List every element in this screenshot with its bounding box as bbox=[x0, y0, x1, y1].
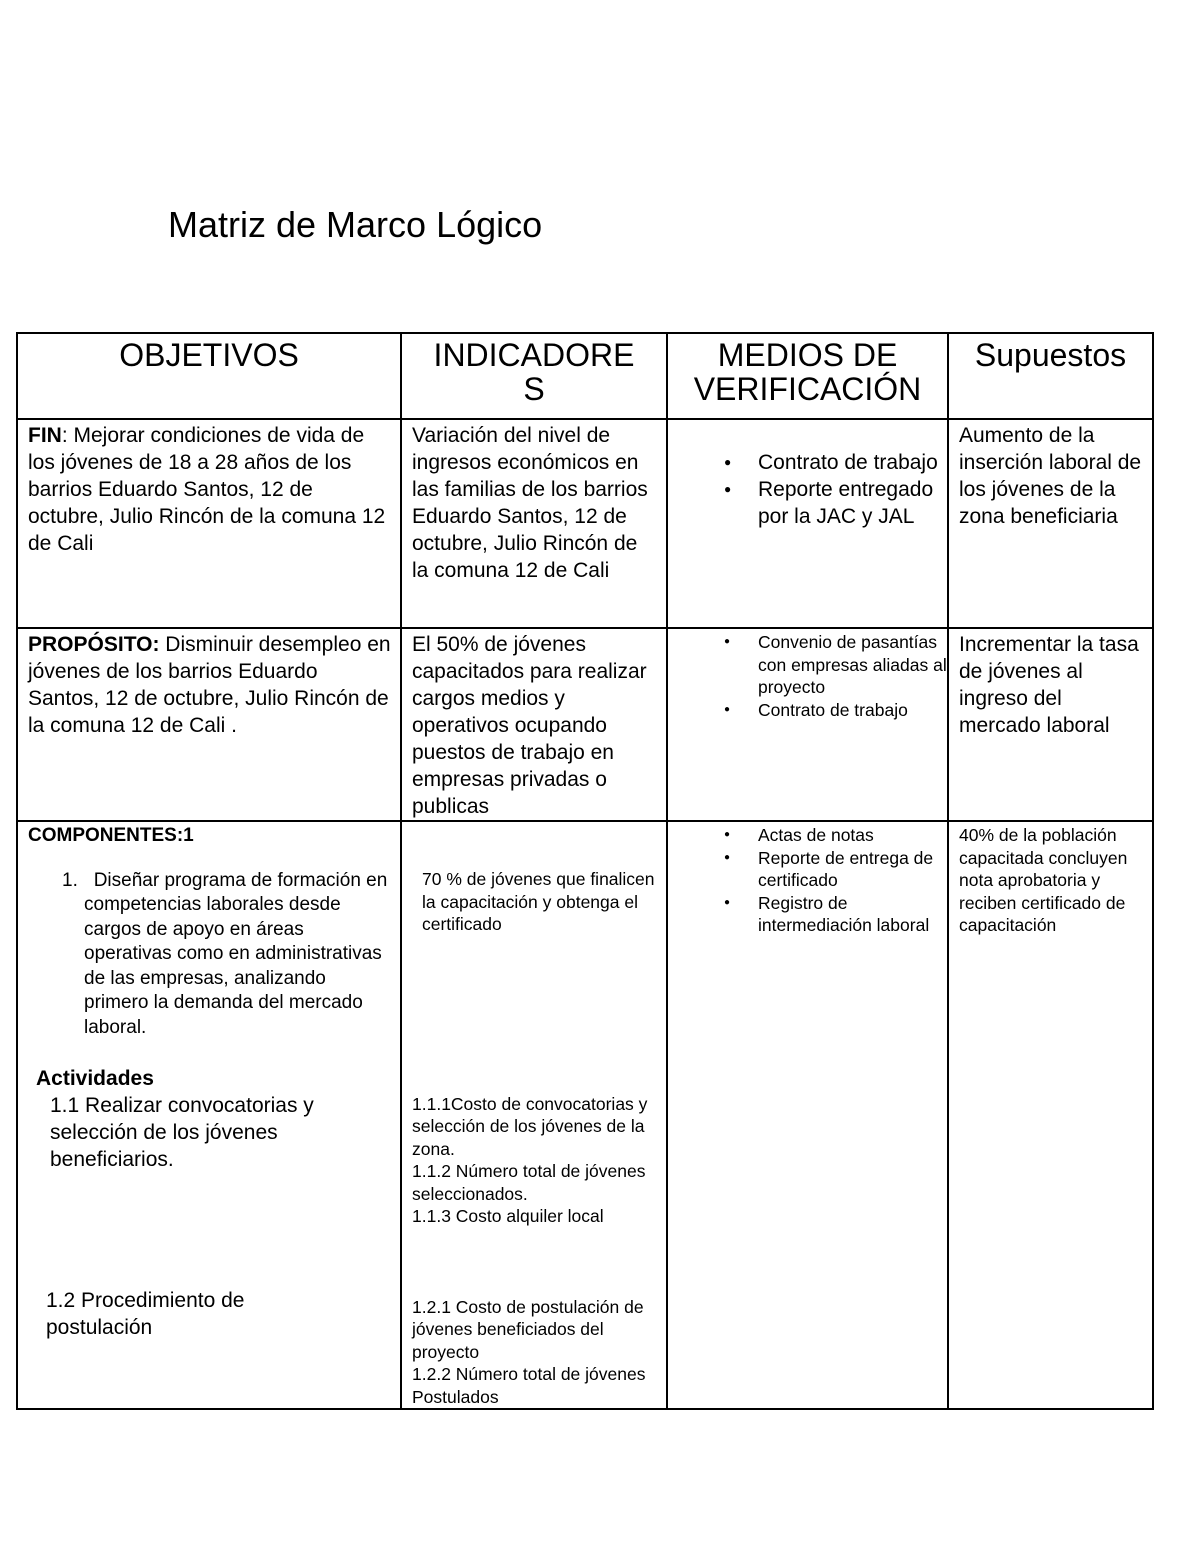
fin-verification-list bbox=[678, 449, 939, 530]
proposito-label: PROPÓSITO: bbox=[28, 633, 160, 656]
activity-1: 1.1 Realizar convocatorias y selección de los jóvenes beneficiarios. bbox=[50, 1093, 314, 1171]
header-row bbox=[17, 333, 1153, 419]
componentes-verification-list bbox=[678, 824, 947, 937]
componentes-indicator-cell bbox=[401, 821, 667, 1409]
list-item: ● Registro de intermediación laboral bbox=[678, 892, 947, 937]
header-supuestos bbox=[948, 333, 1153, 419]
logframe-matrix bbox=[16, 332, 1154, 1410]
componentes-label: COMPONENTES:1 bbox=[28, 825, 194, 846]
proposito-assumption-cell bbox=[948, 628, 1153, 821]
proposito-verification bbox=[668, 629, 947, 721]
proposito-verification-cell bbox=[667, 628, 948, 821]
fin-objective bbox=[18, 420, 400, 557]
proposito-indicator-cell bbox=[401, 628, 667, 821]
componentes-assumption-cell bbox=[948, 821, 1153, 1409]
componentes-row bbox=[17, 821, 1153, 1409]
fin-assumption: Aumento de la inserción laboral de los jóvenes de la zona beneficiaria bbox=[959, 424, 1142, 528]
proposito-assumption: Incrementar la tasa de jóvenes al ingreso del mercado laboral bbox=[959, 633, 1139, 737]
proposito-row bbox=[17, 628, 1153, 821]
header-label: MEDIOS DE VERIFICACIÓN bbox=[693, 337, 922, 407]
fin-label: FIN bbox=[28, 424, 62, 447]
page-title: Matriz de Marco Lógico bbox=[168, 204, 543, 245]
componentes-indicators bbox=[402, 822, 666, 1408]
proposito-text: Disminuir desempleo en jóvenes de los barrios Eduardo Santos, 12 de octubre, Julio Rincón de la comuna 12 de Cali . bbox=[28, 633, 391, 737]
header-label: Supuestos bbox=[974, 337, 1127, 373]
list-item: ● Actas de notas bbox=[678, 824, 947, 847]
proposito-objective bbox=[18, 629, 400, 739]
component-indicator: 70 % de jóvenes que finalicen la capacitación y obtenga el certificado bbox=[422, 869, 655, 934]
componentes-objective bbox=[18, 822, 400, 1341]
activity-2-indicators: 1.2.1 Costo de postulación de jóvenes beneficiados del proyecto 1.2.2 Número total de jóvenes Postulados bbox=[412, 1296, 646, 1407]
list-item: ● Convenio de pasantías con empresas aliadas al proyecto bbox=[678, 631, 947, 699]
fin-objective-cell bbox=[17, 419, 401, 628]
fin-row bbox=[17, 419, 1153, 628]
proposito-indicator: El 50% de jóvenes capacitados para realizar cargos medios y operativos ocupando puestos de trabajo en empresas privadas o publicas bbox=[412, 633, 647, 818]
list-item: ● Reporte entregado por la JAC y JAL bbox=[678, 476, 939, 530]
fin-indicator-cell bbox=[401, 419, 667, 628]
proposito-objective-cell bbox=[17, 628, 401, 821]
list-item: ● Reporte de entrega de certificado bbox=[678, 847, 947, 892]
header-medios bbox=[667, 333, 948, 419]
header-indicadores bbox=[401, 333, 667, 419]
activities-label: Actividades bbox=[36, 1067, 154, 1090]
header-label: OBJETIVOS bbox=[119, 337, 299, 373]
fin-assumption-cell bbox=[948, 419, 1153, 628]
list-item: ● Contrato de trabajo bbox=[678, 699, 947, 722]
fin-verification bbox=[668, 420, 947, 530]
fin-indicator: Variación del nivel de ingresos económicos en las familias de los barrios Eduardo Santos, 12 de octubre, Julio Rincón de la comuna 12 de Cali bbox=[412, 424, 648, 582]
fin-verification-cell bbox=[667, 419, 948, 628]
header-label: INDICADORE S bbox=[433, 337, 635, 407]
proposito-verification-list bbox=[678, 631, 947, 721]
header-objetivos bbox=[17, 333, 401, 419]
componentes-verification bbox=[668, 822, 947, 937]
componentes-verification-cell bbox=[667, 821, 948, 1409]
activity-2: 1.2 Procedimiento de postulación bbox=[46, 1288, 245, 1339]
list-item: ● Contrato de trabajo bbox=[678, 449, 939, 476]
component-item-number: 1. bbox=[62, 869, 78, 891]
componentes-objective-cell bbox=[17, 821, 401, 1409]
componentes-assumption: 40% de la población capacitada concluyen nota aprobatoria y reciben certificado de capacitación bbox=[959, 825, 1128, 935]
fin-text: : Mejorar condiciones de vida de los jóvenes de 18 a 28 años de los barrios Eduardo Santos, 12 de octubre, Julio Rincón de la comuna 12 de Cali bbox=[28, 424, 386, 555]
component-item-text: Diseñar programa de formación en competencias laborales desde cargos de apoyo en áreas operativas como en administrativas de las empresas, analizando primero la demanda del mercado laboral. bbox=[84, 869, 388, 1038]
component-item bbox=[28, 869, 392, 1041]
activity-1-indicators: 1.1.1Costo de convocatorias y selección de los jóvenes de la zona. 1.1.2 Número total de jóvenes seleccionados. 1.1.3 Costo alquiler local bbox=[412, 1093, 648, 1226]
